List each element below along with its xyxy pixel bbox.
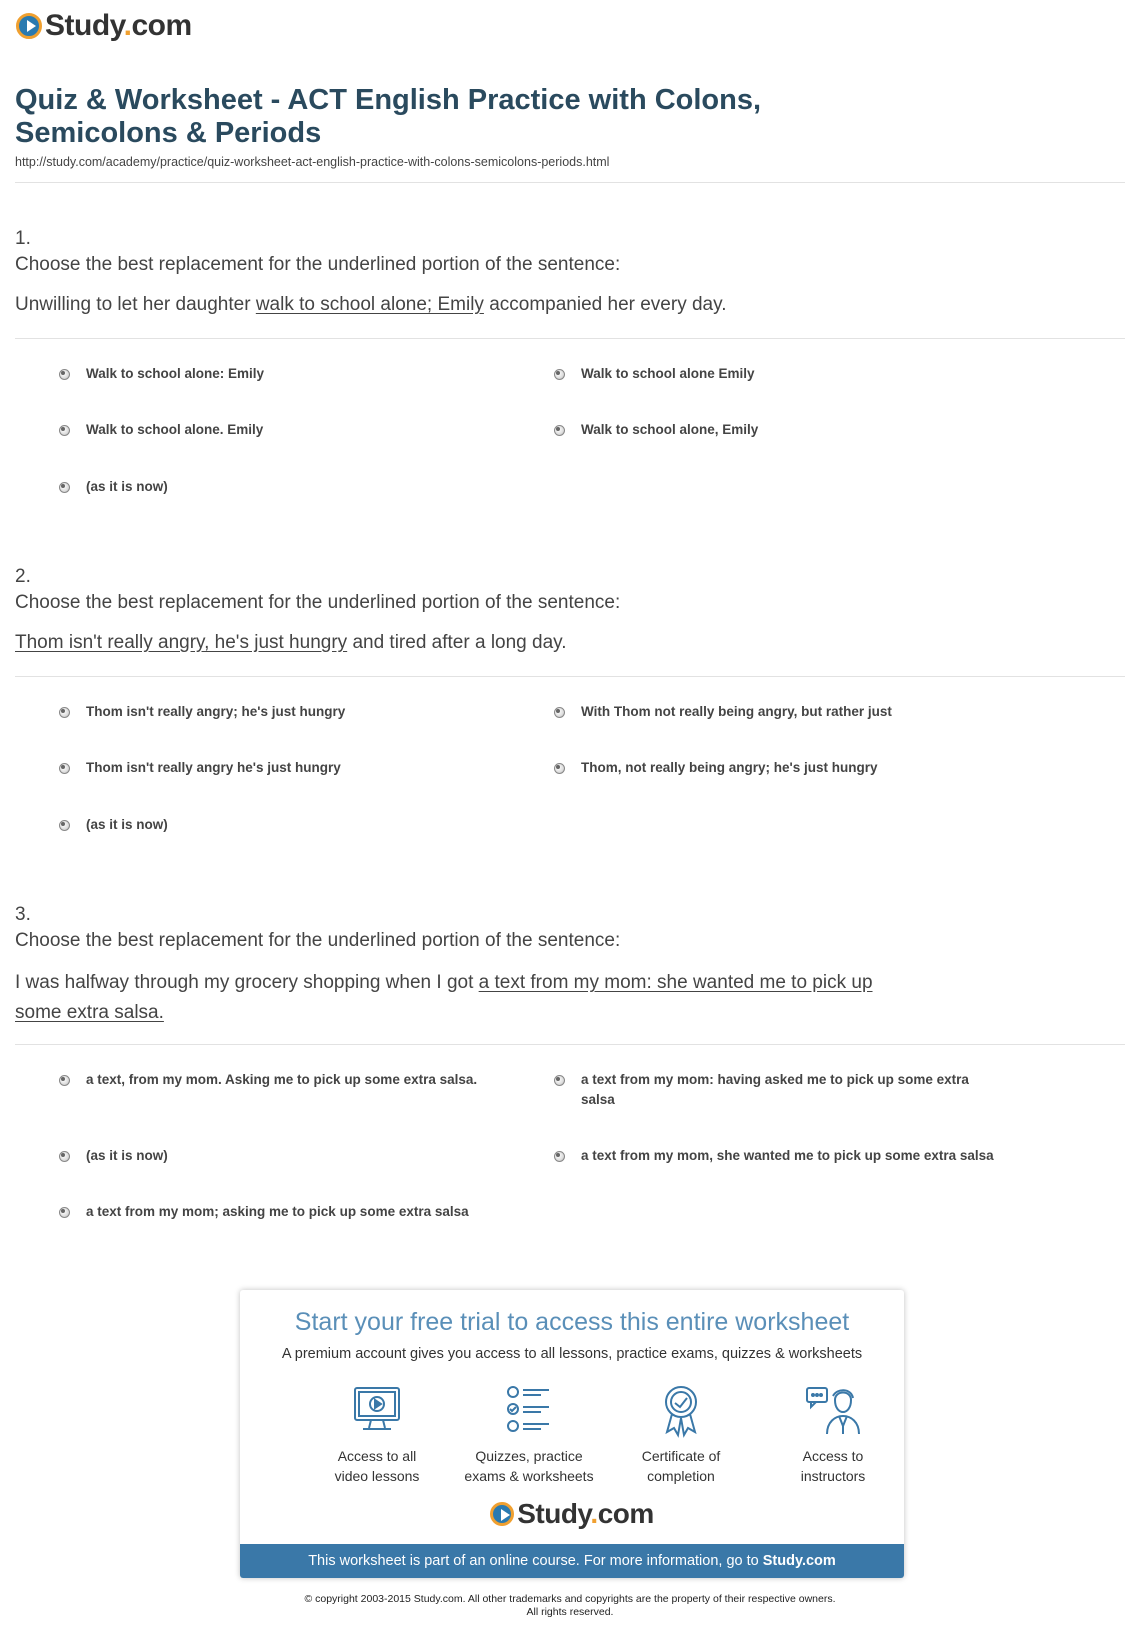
page-title-line2: Semicolons & Periods xyxy=(15,117,322,149)
radio-icon[interactable] xyxy=(59,1075,70,1086)
logo-text: Study.com xyxy=(45,9,192,42)
copyright: © copyright 2003-2015 Study.com. All other trademarks and copyrights are the property of their respective owners. All rights reserved. xyxy=(304,1593,836,1618)
study-link[interactable]: Study.com xyxy=(762,1553,836,1569)
question-3-option[interactable]: a text, from my mom. Asking me to pick up some extra salsa. xyxy=(59,1070,499,1090)
radio-icon[interactable] xyxy=(554,1151,565,1162)
certificate-ribbon-icon xyxy=(653,1382,709,1438)
question-2-sentence: Thom isn't really angry, he's just hungry and tired after a long day. xyxy=(15,632,567,653)
question-3-option[interactable]: (as it is now) xyxy=(59,1146,499,1166)
feature-certificate xyxy=(606,1382,756,1486)
question-1-number: 1. xyxy=(15,228,31,249)
question-2-option[interactable]: Thom, not really being angry; he's just hungry xyxy=(554,758,994,778)
page-title xyxy=(15,84,1015,150)
question-2-prompt: Choose the best replacement for the underlined portion of the sentence: xyxy=(15,592,621,613)
promo-title[interactable]: Start your free trial to access this entire worksheet xyxy=(294,1308,850,1336)
radio-icon[interactable] xyxy=(59,369,70,380)
underlined-portion: a text from my mom: she wanted me to pick up some extra salsa. xyxy=(15,972,873,1023)
question-1-option[interactable]: Walk to school alone Emily xyxy=(554,364,994,384)
question-2-option[interactable]: Thom isn't really angry; he's just hungry xyxy=(59,702,499,722)
study-logo[interactable] xyxy=(16,8,192,44)
radio-icon[interactable] xyxy=(59,1151,70,1162)
promo-subtitle: A premium account gives you access to all lessons, practice exams, quizzes & worksheets xyxy=(281,1346,863,1362)
radio-icon[interactable] xyxy=(59,707,70,718)
instructor-chat-icon xyxy=(805,1382,861,1438)
question-1-option[interactable]: Walk to school alone: Emily xyxy=(59,364,499,384)
divider xyxy=(15,1044,1125,1045)
question-2-option[interactable]: With Thom not really being angry, but rather just xyxy=(554,702,994,722)
question-3-prompt: Choose the best replacement for the underlined portion of the sentence: xyxy=(15,930,621,951)
underlined-portion: Thom isn't really angry, he's just hungry xyxy=(15,632,348,653)
radio-icon[interactable] xyxy=(554,763,565,774)
question-3-number: 3. xyxy=(15,904,31,925)
quiz-list-icon xyxy=(501,1382,557,1438)
free-trial-promo xyxy=(240,1290,904,1578)
divider xyxy=(15,182,1125,183)
radio-icon[interactable] xyxy=(59,820,70,831)
page-url: http://study.com/academy/practice/quiz-worksheet-act-english-practice-with-colons-semicolons-periods.html xyxy=(15,155,610,169)
radio-icon[interactable] xyxy=(554,707,565,718)
feature-video-lessons xyxy=(302,1382,452,1486)
question-1-sentence: Unwilling to let her daughter walk to school alone; Emily accompanied her every day. xyxy=(15,294,727,315)
promo-study-logo[interactable] xyxy=(240,1498,904,1530)
video-monitor-icon xyxy=(349,1382,405,1438)
feature-instructors xyxy=(758,1382,904,1486)
question-3-sentence: I was halfway through my grocery shopping when I got a text from my mom: she wanted me to pick up some extra salsa. xyxy=(15,972,873,1023)
feature-label: Access to all video lessons xyxy=(334,1448,420,1484)
question-1-option[interactable]: Walk to school alone, Emily xyxy=(554,420,994,440)
radio-icon[interactable] xyxy=(59,763,70,774)
question-3-option[interactable]: a text from my mom, she wanted me to pick up some extra salsa xyxy=(554,1146,994,1166)
play-logo-icon xyxy=(16,13,42,39)
radio-icon[interactable] xyxy=(554,369,565,380)
question-3-option[interactable]: a text from my mom; asking me to pick up some extra salsa xyxy=(59,1202,499,1222)
divider xyxy=(15,676,1125,677)
question-2-number: 2. xyxy=(15,566,31,587)
feature-label: Certificate of completion xyxy=(641,1448,721,1484)
radio-icon[interactable] xyxy=(59,1207,70,1218)
play-logo-icon xyxy=(490,1502,514,1526)
divider xyxy=(15,338,1125,339)
question-3-option[interactable]: a text from my mom: having asked me to pick up some extra salsa xyxy=(554,1070,994,1110)
page-title-line1: Quiz & Worksheet - ACT English Practice with Colons, xyxy=(15,84,762,116)
radio-icon[interactable] xyxy=(554,1075,565,1086)
feature-quizzes xyxy=(454,1382,604,1486)
question-2-option[interactable]: (as it is now) xyxy=(59,815,499,835)
promo-info-bar: This worksheet is part of an online course. For more information, go to Study.com xyxy=(240,1544,904,1578)
radio-icon[interactable] xyxy=(59,482,70,493)
question-2-option[interactable]: Thom isn't really angry he's just hungry xyxy=(59,758,499,778)
question-1-option[interactable]: Walk to school alone. Emily xyxy=(59,420,499,440)
logo-text: Study.com xyxy=(517,1498,654,1529)
underlined-portion: walk to school alone; Emily xyxy=(255,294,484,315)
feature-label: Quizzes, practice exams & worksheets xyxy=(464,1448,594,1484)
radio-icon[interactable] xyxy=(59,425,70,436)
feature-label: Access to instructors xyxy=(800,1448,866,1484)
question-1-prompt: Choose the best replacement for the underlined portion of the sentence: xyxy=(15,254,621,275)
question-1-option[interactable]: (as it is now) xyxy=(59,477,499,497)
radio-icon[interactable] xyxy=(554,425,565,436)
